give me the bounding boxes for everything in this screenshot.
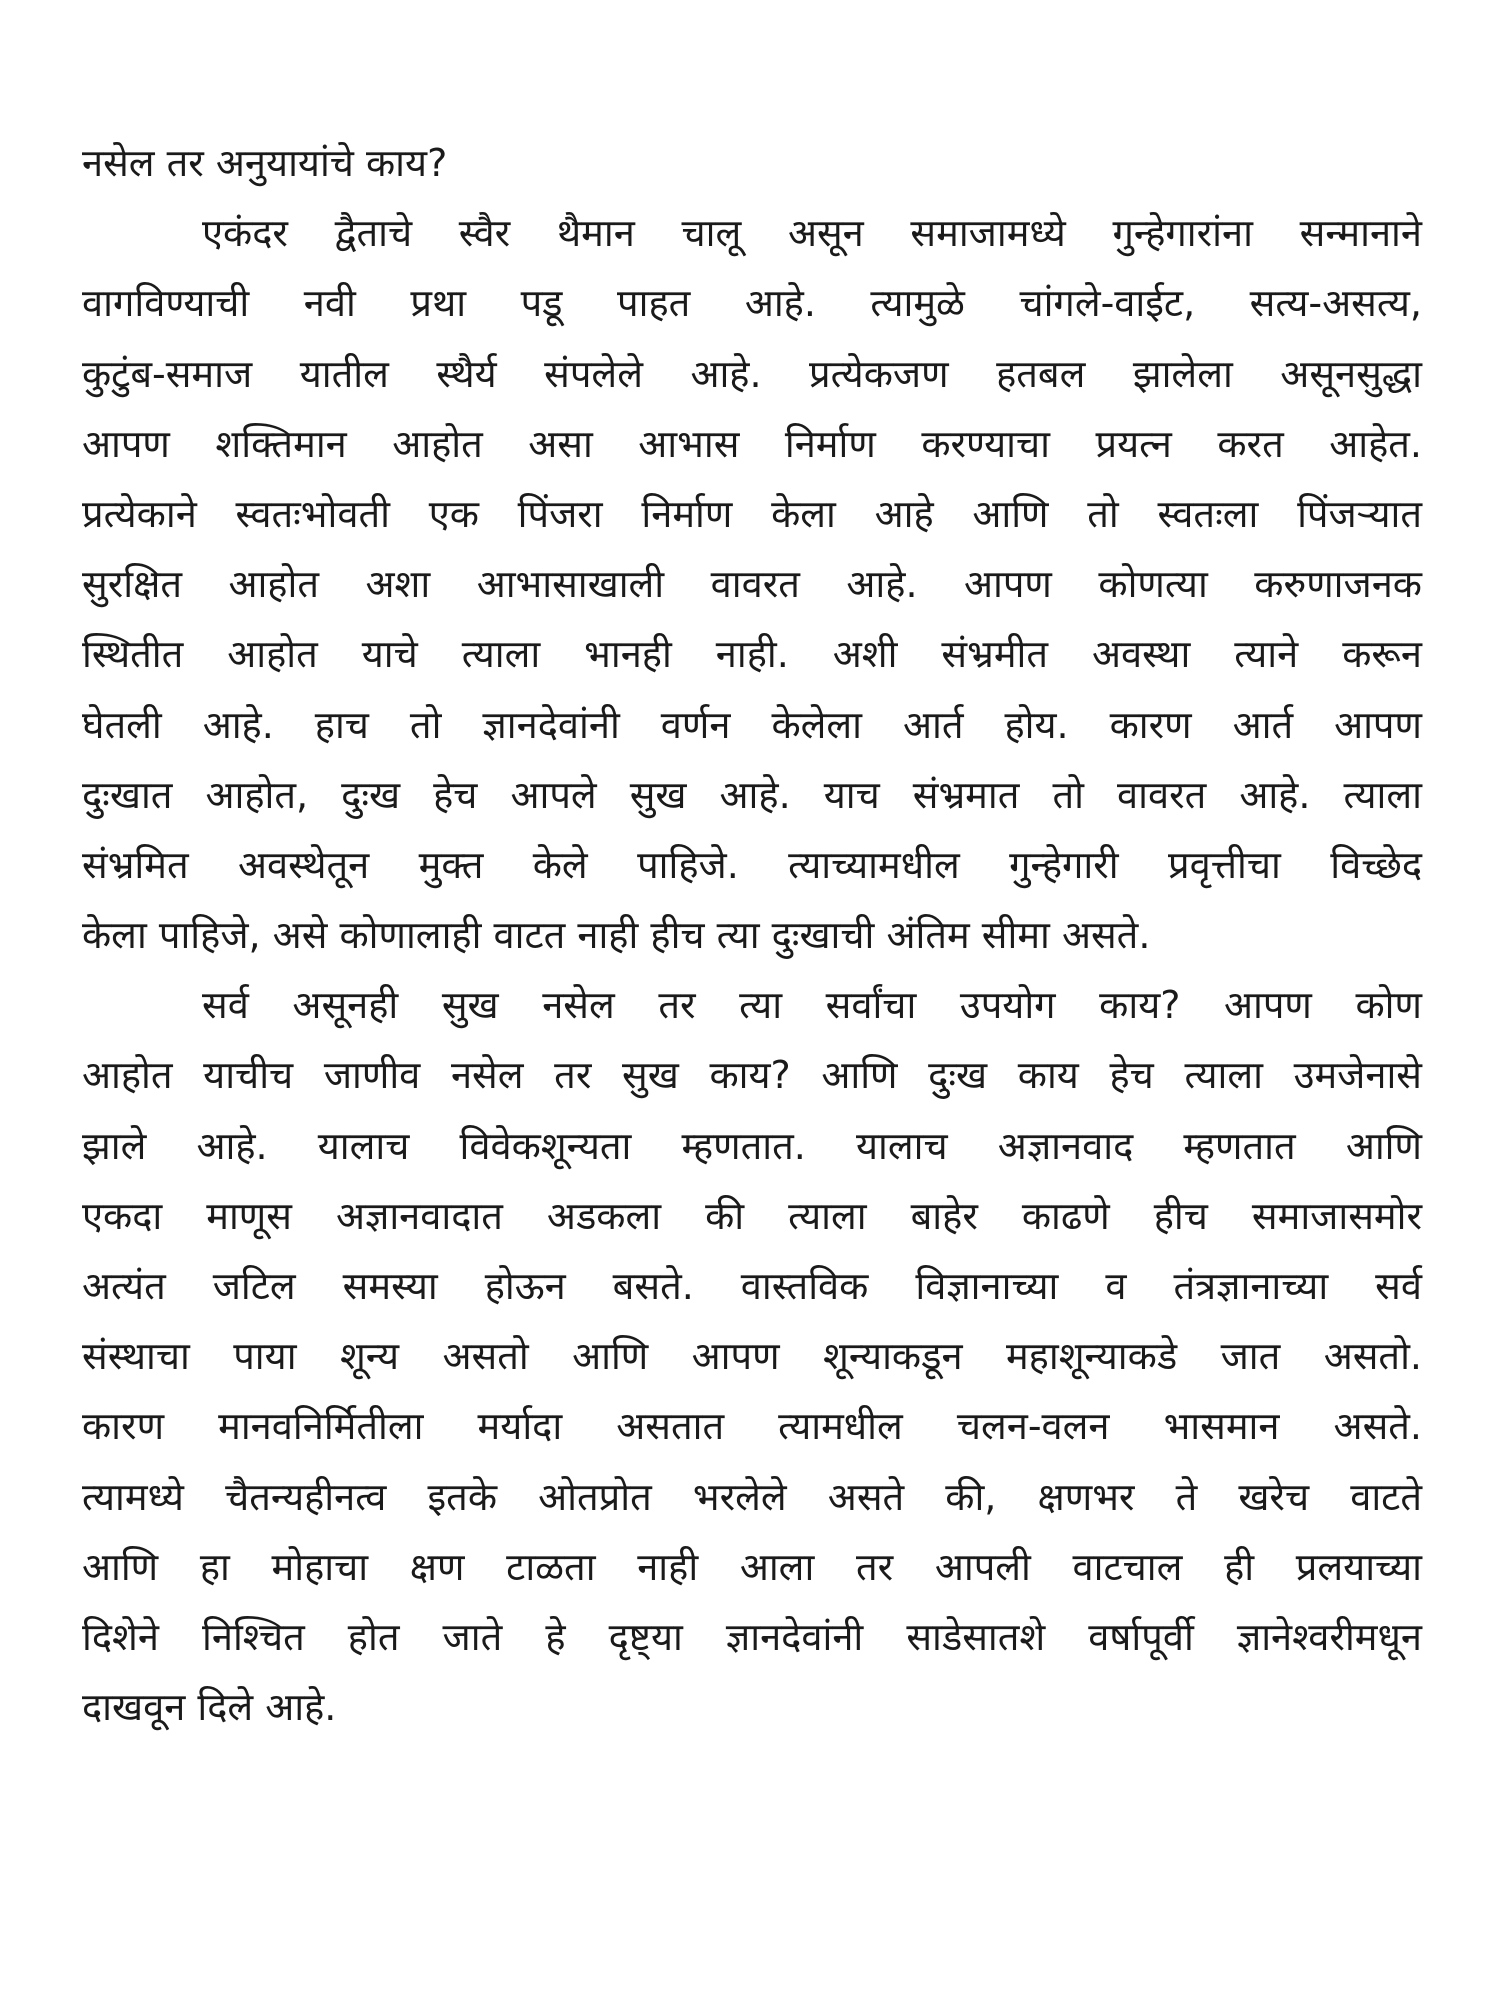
text-line: दिशेने निश्चित होत जाते हे दृष्ट्या ज्ञानदेवांनी साडेसातशे वर्षापूर्वी ज्ञानेश्वरीमधून	[82, 1614, 1422, 1659]
text-line: घेतली आहे. हाच तो ज्ञानदेवांनी वर्णन केलेला आर्त होय. कारण आर्त आपण	[82, 702, 1422, 747]
text-line: आपण शक्तिमान आहोत असा आभास निर्माण करण्याचा प्रयत्न करत आहेत.	[82, 421, 1422, 466]
text-line: संभ्रमित अवस्थेतून मुक्त केले पाहिजे. त्याच्यामधील गुन्हेगारी प्रवृत्तीचा विच्छेद	[82, 842, 1422, 887]
text-line: अत्यंत जटिल समस्या होऊन बसते. वास्तविक विज्ञानाच्या व तंत्रज्ञानाच्या सर्व	[82, 1264, 1422, 1308]
text-line: एकंदर द्वैताचे स्वैर थैमान चालू असून समाजामध्ये गुन्हेगारांना सन्मानाने	[202, 211, 1422, 256]
text-line: स्थितीत आहोत याचे त्याला भानही नाही. अशी संभ्रमीत अवस्था त्याने करून	[82, 632, 1422, 677]
text-line: आणि हा मोहाचा क्षण टाळता नाही आला तर आपली वाटचाल ही प्रलयाच्या	[82, 1544, 1422, 1589]
text-line: झाले आहे. यालाच विवेकशून्यता म्हणतात. यालाच अज्ञानवाद म्हणतात आणि	[82, 1123, 1422, 1168]
text-line: आहोत याचीच जाणीव नसेल तर सुख काय? आणि दुःख काय हेच त्याला उमजेनासे	[82, 1053, 1422, 1098]
text-line: कुटुंब-समाज यातील स्थैर्य संपलेले आहे. प्रत्येकजण हतबल झालेला असूनसुद्धा	[82, 351, 1422, 396]
text-line: केला पाहिजे, असे कोणालाही वाटत नाही हीच त्या दुःखाची अंतिम सीमा असते.	[82, 913, 1151, 958]
text-line: वागविण्याची नवी प्रथा पडू पाहत आहे. त्यामुळे चांगले-वाईट, सत्य-असत्य,	[82, 281, 1422, 326]
text-line: प्रत्येकाने स्वतःभोवती एक पिंजरा निर्माण केला आहे आणि तो स्वतःला पिंजऱ्यात	[82, 491, 1422, 536]
text-line: नसेल तर अनुयायांचे काय?	[82, 141, 448, 185]
text-line: सर्व असूनही सुख नसेल तर त्या सर्वांचा उपयोग काय? आपण कोण	[202, 983, 1422, 1028]
text-line: दुःखात आहोत, दुःख हेच आपले सुख आहे. याच संभ्रमात तो वावरत आहे. त्याला	[82, 772, 1422, 817]
text-line: संस्थाचा पाया शून्य असतो आणि आपण शून्याकडून महाशून्याकडे जात असतो.	[82, 1334, 1422, 1379]
text-line: त्यामध्ये चैतन्यहीनत्व इतके ओतप्रोत भरलेले असते की, क्षणभर ते खरेच वाटते	[82, 1474, 1422, 1519]
text-line: एकदा माणूस अज्ञानवादात अडकला की त्याला बाहेर काढणे हीच समाजासमोर	[82, 1193, 1422, 1238]
text-line: सुरक्षित आहोत अशा आभासाखाली वावरत आहे. आपण कोणत्या करुणाजनक	[82, 562, 1422, 607]
text-line: दाखवून दिले आहे.	[82, 1685, 337, 1730]
body-text	[82, 128, 1422, 1742]
text-line: कारण मानवनिर्मितीला मर्यादा असतात त्यामधील चलन-वलन भासमान असते.	[82, 1404, 1422, 1449]
